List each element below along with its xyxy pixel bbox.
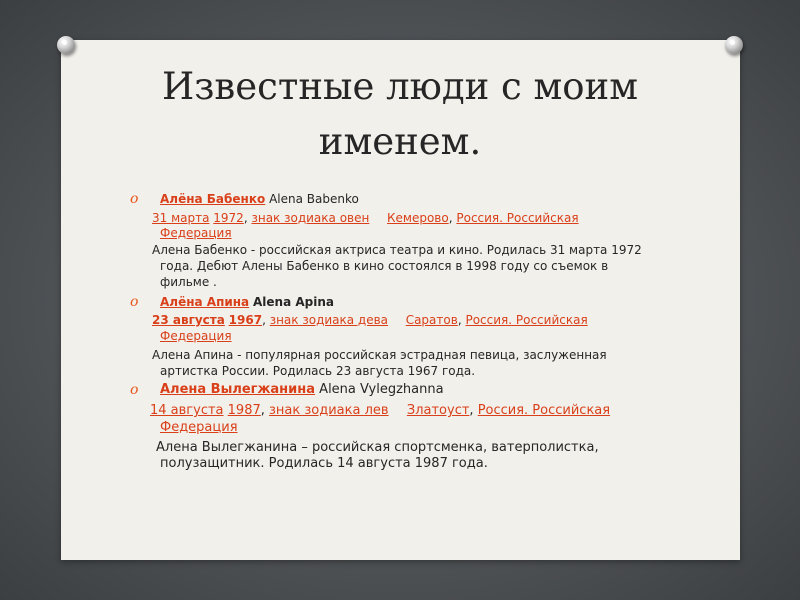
person-name-english: Alena Vylegzhanna <box>319 382 444 397</box>
person-description: Алена Апина - популярная российская эстрадная певица, заслуженная <box>152 348 607 362</box>
country-link[interactable]: Россия. Российская <box>465 313 588 327</box>
birth-date-link[interactable]: 23 августа <box>152 313 225 327</box>
person-description-continued: года. Дебют Алены Бабенко в кино состоялся в 1998 году со съемок в <box>160 259 609 273</box>
birth-year-link[interactable]: 1967 <box>228 313 263 327</box>
birth-date-link[interactable]: 31 марта <box>152 211 210 225</box>
comma-separator: , <box>260 403 270 418</box>
bullet-icon: o <box>130 191 139 207</box>
city-link[interactable]: Саратов <box>405 313 458 327</box>
person-description: Алена Вылегжанина – российская спортсменка, ватерполистка, <box>156 440 599 455</box>
list-item-heading <box>160 294 334 310</box>
bullet-icon: o <box>130 382 139 398</box>
city-link[interactable]: Кемерово <box>387 211 449 225</box>
country-link-continued[interactable]: Федерация <box>160 329 232 343</box>
person-description-continued: полузащитник. Родилась 14 августа 1987 года. <box>160 456 488 471</box>
person-description-continued: артистка России. Родилась 23 августа 1967 года. <box>160 364 476 378</box>
person-description-continued: фильме . <box>160 275 217 289</box>
country-link[interactable]: Россия. Российская <box>456 211 579 225</box>
comma-separator: , <box>243 211 252 225</box>
comma-separator: , <box>469 403 478 418</box>
list-item-heading <box>160 191 359 207</box>
comma-separator: , <box>457 313 466 327</box>
country-link-continued[interactable]: Федерация <box>160 420 238 435</box>
person-facts-line-continued <box>160 328 232 344</box>
person-name-english: Alena Babenko <box>269 192 359 206</box>
person-facts-line <box>150 403 610 419</box>
birth-year-link[interactable]: 1987 <box>227 403 261 418</box>
person-name-link[interactable]: Алёна Апина <box>160 295 250 309</box>
person-name-link[interactable]: Алёна Бабенко <box>160 192 266 206</box>
bullet-icon: o <box>130 294 139 310</box>
comma-separator: , <box>448 211 457 225</box>
slide-title: Известные люди с моим <box>161 65 639 108</box>
person-facts-line <box>152 312 588 328</box>
comma-separator: , <box>262 313 270 327</box>
zodiac-link[interactable]: знак зодиака овен <box>251 211 370 225</box>
country-link[interactable]: Россия. Российская <box>477 403 611 418</box>
person-name-link[interactable]: Алена Вылегжанина <box>160 382 316 397</box>
zodiac-link[interactable]: знак зодиака дева <box>269 313 389 327</box>
person-description: Алена Бабенко - российская актриса театра и кино. Родилась 31 марта 1972 <box>152 243 642 257</box>
birth-date-link[interactable]: 14 августа <box>150 403 224 418</box>
person-facts-line-continued <box>160 420 238 436</box>
person-facts-line <box>152 210 579 226</box>
person-name-english: Alena Apina <box>252 295 334 309</box>
country-link-continued[interactable]: Федерация <box>160 226 232 240</box>
birth-year-link[interactable]: 1972 <box>213 211 244 225</box>
slide-title-continued: именем. <box>318 120 482 163</box>
zodiac-link[interactable]: знак зодиака лев <box>269 403 389 418</box>
city-link[interactable]: Златоуст <box>406 403 470 418</box>
person-facts-line-continued <box>160 225 232 241</box>
list-item-heading <box>160 382 444 398</box>
